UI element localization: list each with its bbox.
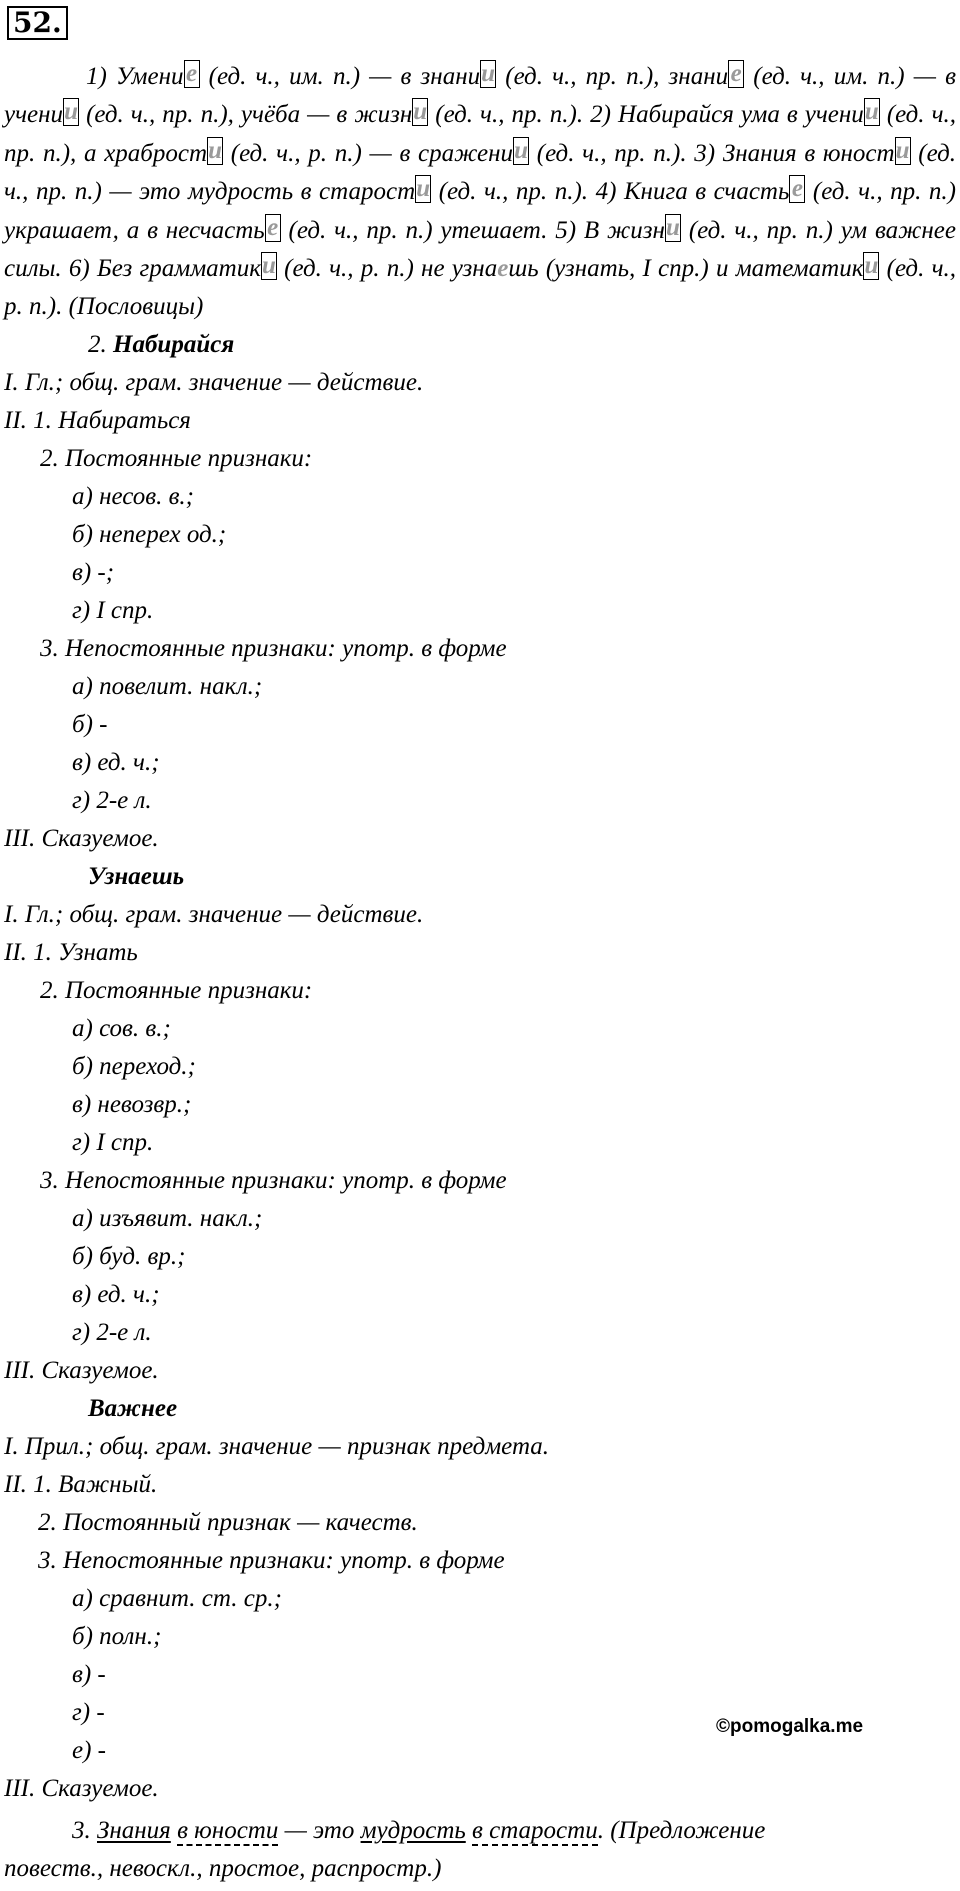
letter-box	[863, 252, 879, 280]
letter-box	[63, 98, 79, 126]
section-heading-uznaesh: Узнаешь	[88, 863, 185, 890]
analysis-line: III. Сказуемое.	[4, 1775, 159, 1802]
exercise-number: 52.	[7, 6, 68, 40]
analysis-line: I. Прил.; общ. грам. значение — признак предмета.	[4, 1433, 550, 1460]
analysis-line: б) буд. вр.;	[72, 1243, 186, 1270]
analysis-line: III. Сказуемое.	[4, 1357, 159, 1384]
analysis-line: б) -	[72, 711, 108, 738]
analysis-line: I. Гл.; общ. грам. значение — действие.	[4, 901, 424, 928]
watermark: ©pomogalka.me	[716, 1716, 864, 1737]
analysis-line: а) изъявит. накл.;	[72, 1205, 263, 1232]
letter-box	[789, 175, 805, 203]
adverbial-phrase: в юности	[177, 1817, 279, 1844]
missing-letter: е	[791, 175, 803, 203]
analysis-line: 3. Непостоянные признаки: употр. в форме	[40, 635, 507, 662]
letter-box	[261, 252, 277, 280]
analysis-line: а) повелит. накл.;	[72, 673, 263, 700]
analysis-line: г) 2-е л.	[72, 787, 152, 814]
analysis-line: е) -	[72, 1737, 106, 1764]
analysis-line: 3. Непостоянные признаки: употр. в форме	[40, 1167, 507, 1194]
analysis-line: в) -	[72, 1661, 106, 1688]
analysis-line: 2. Постоянные признаки:	[40, 977, 313, 1004]
sentence-analysis: 3. Знания в юности — это мудрость в старости. (Предложение	[72, 1817, 766, 1844]
missing-letter: и	[514, 136, 528, 164]
analysis-line: г) 2-е л.	[72, 1319, 152, 1346]
sentence-analysis-cont: повеств., невоскл., простое, распростр.)	[4, 1855, 442, 1882]
predicate-word: мудрость	[360, 1817, 466, 1844]
missing-letter: е	[730, 60, 742, 87]
missing-letter: и	[864, 252, 879, 280]
missing-letter: е	[267, 213, 279, 241]
letter-box	[415, 175, 431, 203]
letter-box	[665, 214, 681, 242]
analysis-line: а) сов. в.;	[72, 1015, 171, 1042]
missing-letter: и	[416, 175, 431, 203]
analysis-line: в) невозвр.;	[72, 1091, 192, 1118]
letter-box	[184, 60, 200, 88]
letter-box	[412, 98, 428, 126]
missing-letter: и	[413, 98, 428, 126]
analysis-line: I. Гл.; общ. грам. значение — действие.	[4, 369, 424, 396]
analysis-line: в) -;	[72, 559, 115, 586]
missing-letter: и	[481, 60, 496, 87]
analysis-line: II. 1. Важный.	[4, 1471, 158, 1498]
analysis-line: а) несов. в.;	[72, 483, 194, 510]
analysis-line: в) ед. ч.;	[72, 749, 160, 776]
analysis-line: II. 1. Узнать	[4, 939, 138, 966]
subject-word: Знания	[97, 1817, 171, 1844]
analysis-line: III. Сказуемое.	[4, 825, 159, 852]
analysis-line: г) I спр.	[72, 1129, 154, 1156]
missing-letter: и	[666, 213, 680, 241]
analysis-line: 2. Постоянный признак — качеств.	[38, 1509, 418, 1536]
adverbial-phrase: в старости	[472, 1817, 598, 1844]
letter-box	[480, 60, 496, 88]
missing-letter: и	[864, 98, 879, 126]
section-heading-nabirajsya: 2. Набирайся	[88, 331, 235, 358]
analysis-line: 3. Непостоянные признаки: употр. в форме	[38, 1547, 505, 1574]
letter-box	[265, 214, 281, 242]
intro-paragraph: 1) Умени е (ед. ч., им. п.) — в знани и (ед. ч., пр. п.), знани е (ед. ч., им. п.) — в учени и (ед. ч., пр. п.), учёба — в жизн и (ед. ч., пр. п.). 2) Набирайся ума в учени и (ед. ч., пр. п.), а храброст и (ед. ч., р. п.) — в сражени и (ед. ч., пр. п.). 3) Знания в юност и (ед. ч., пр. п.) — это мудрость в старост и (ед. ч., пр. п.). 4) Книга в счасть е (ед. ч., пр. п.) украшает, а в несчасть е (ед. ч., пр. п.) утешает. 5) В жизн и (ед. ч., пр. п.) ум важнее силы. 6) Без грамматик и (ед. ч., р. п.) не узнаешь (узнать, I спр.) и математик и (ед. ч., р. п.). (Пословицы)	[4, 58, 956, 327]
missing-letter: и	[208, 136, 222, 164]
analysis-line: б) неперех од.;	[72, 521, 227, 548]
missing-letter: и	[895, 136, 910, 164]
analysis-line: б) полн.;	[72, 1623, 162, 1650]
letter-box	[513, 137, 529, 165]
analysis-line: б) переход.;	[72, 1053, 196, 1080]
analysis-line: в) ед. ч.;	[72, 1281, 160, 1308]
letter-box	[864, 98, 880, 126]
analysis-line: 2. Постоянные признаки:	[40, 445, 313, 472]
letter-box	[207, 137, 223, 165]
analysis-line: г) I спр.	[72, 597, 154, 624]
letter-box	[895, 137, 911, 165]
missing-letter: е	[185, 60, 198, 87]
section-heading-vazhnee: Важнее	[88, 1395, 178, 1422]
analysis-line: а) сравнит. ст. ср.;	[72, 1585, 282, 1612]
missing-letter: и	[261, 252, 276, 280]
analysis-line: г) -	[72, 1699, 105, 1726]
highlighted-letter: е	[497, 255, 509, 283]
analysis-line: II. 1. Набираться	[4, 407, 191, 434]
letter-box	[728, 60, 744, 88]
missing-letter: и	[64, 98, 78, 126]
